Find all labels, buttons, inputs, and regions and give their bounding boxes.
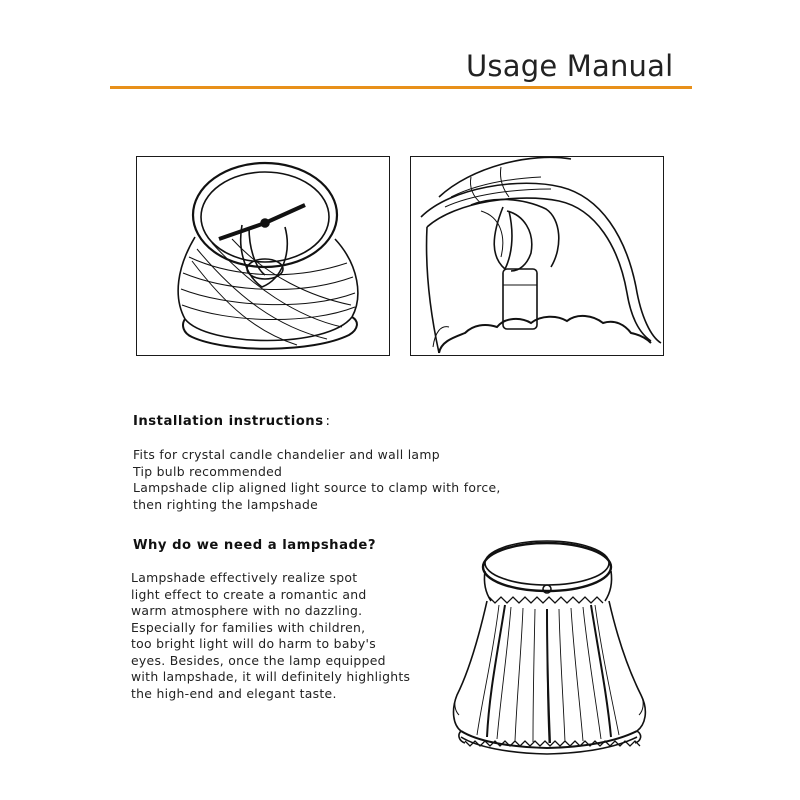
installation-line: Lampshade clip aligned light source to clamp with force, — [133, 480, 501, 495]
title-divider — [110, 86, 692, 89]
installation-heading — [133, 414, 331, 429]
why-text — [131, 570, 410, 702]
installation-line: then righting the lampshade — [133, 496, 319, 512]
lampshade-illustration — [447, 535, 667, 764]
why-line: too bright light will do harm to baby's — [131, 636, 376, 651]
why-line: light effect to create a romantic and — [131, 586, 367, 602]
lampshade-drawing — [447, 535, 667, 760]
why-line: the high-end and elegant taste. — [131, 685, 337, 701]
lampshade-clip-drawing — [137, 157, 389, 355]
why-line: Especially for families with children, — [131, 619, 366, 635]
illustration-clip-top-view — [136, 156, 390, 356]
page-title: Usage Manual — [466, 49, 674, 83]
why-line: with lampshade, it will definitely highlights — [131, 669, 411, 684]
lampshade-bulb-drawing — [411, 157, 663, 355]
why-line: Lampshade effectively realize spot — [131, 570, 358, 585]
why-line: warm atmosphere with no dazzling. — [131, 603, 363, 618]
installation-line: Tip bulb recommended — [133, 463, 283, 479]
why-line: eyes. Besides, once the lamp equipped — [131, 652, 386, 668]
installation-heading-text: Installation instructions — [133, 414, 324, 429]
installation-text — [133, 447, 501, 513]
illustration-bulb-side-view — [410, 156, 664, 356]
installation-line: Fits for crystal candle chandelier and wall lamp — [133, 447, 440, 462]
why-heading: Why do we need a lampshade? — [133, 538, 376, 553]
installation-heading-colon: : — [325, 414, 331, 429]
